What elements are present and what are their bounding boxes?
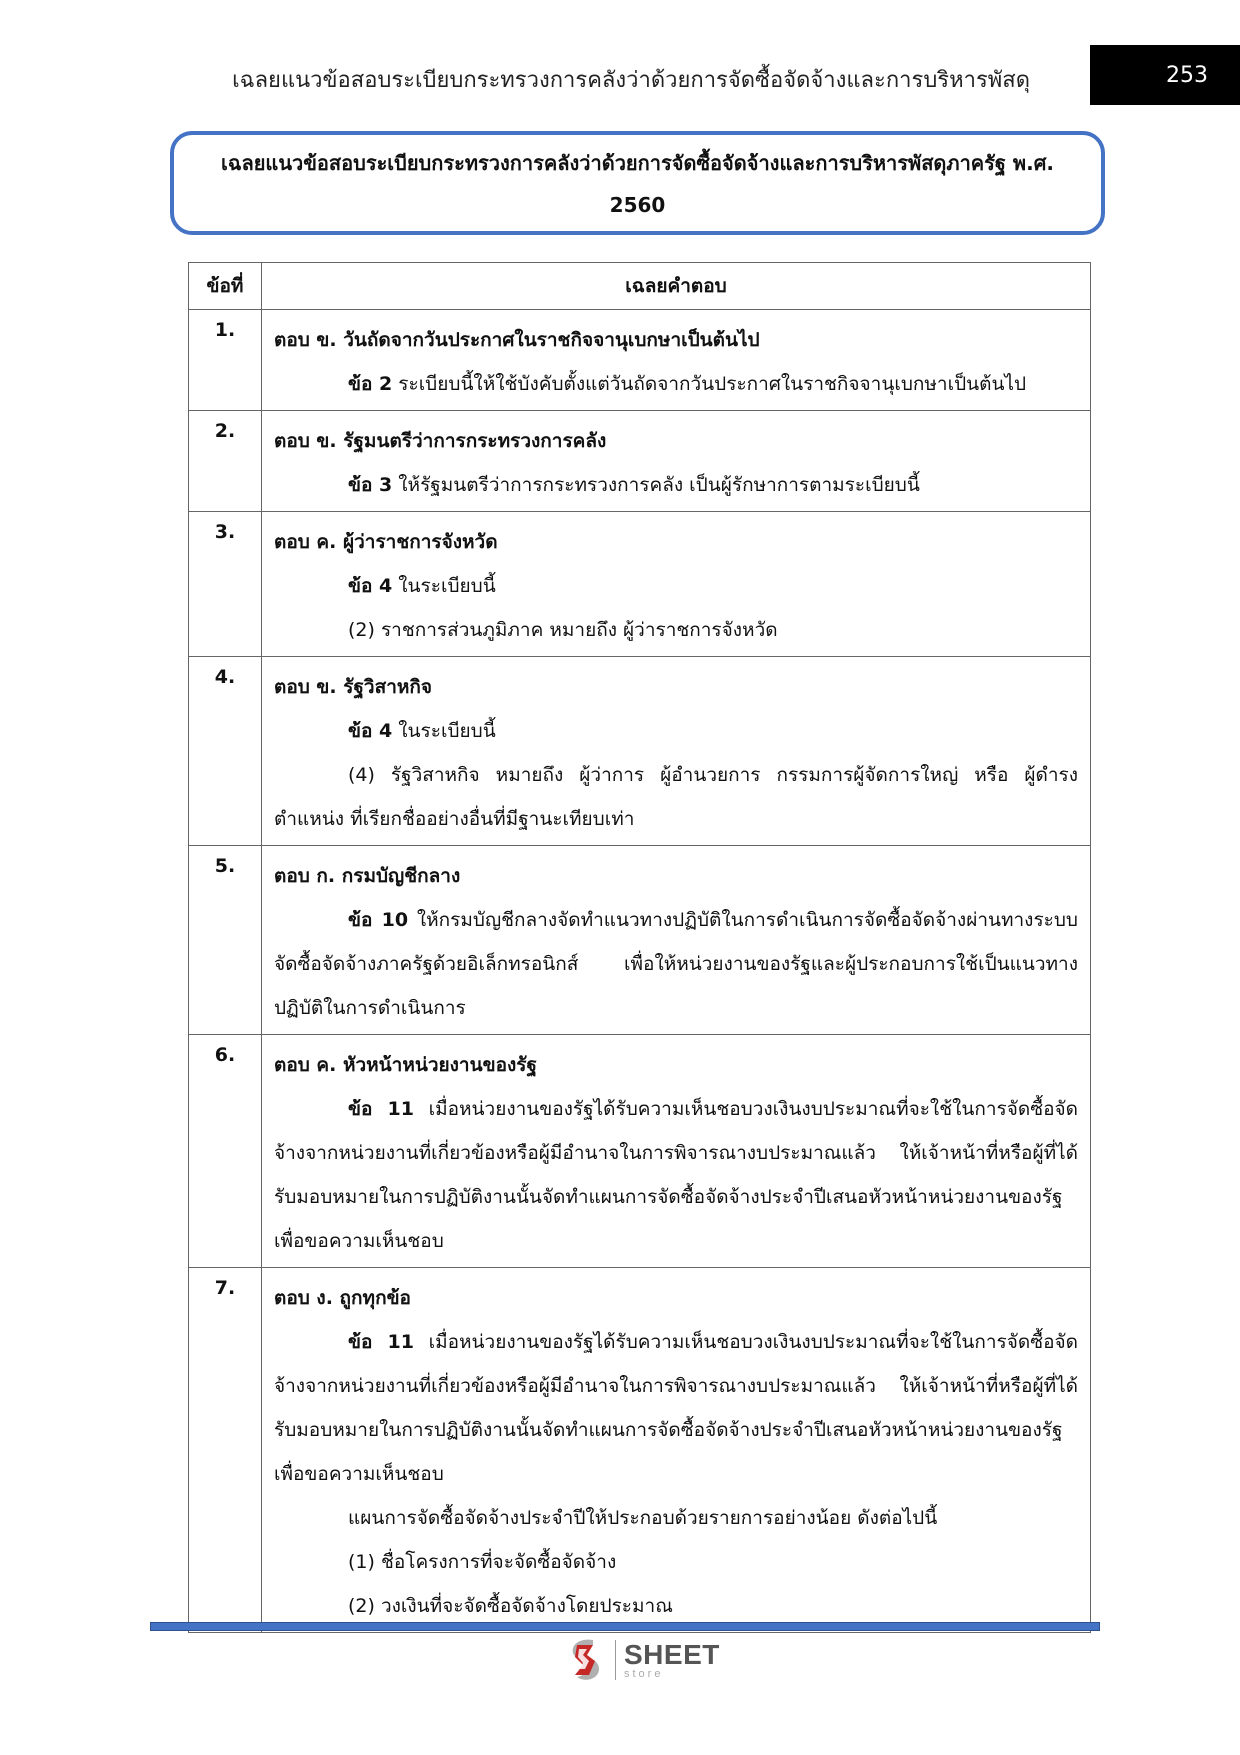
list-item: (2) วงเงินที่จะจัดซื้อจัดจ้างโดยประมาณ bbox=[348, 1595, 673, 1617]
clause-ref: ข้อ 11 bbox=[348, 1098, 414, 1120]
question-number: 7. bbox=[189, 1268, 262, 1633]
answer-choice: ตอบ ข. รัฐมนตรีว่าการกระทรวงการคลัง bbox=[274, 430, 607, 452]
logo-separator bbox=[615, 1640, 616, 1680]
table-row bbox=[189, 846, 1091, 1035]
answer-choice: ตอบ ข. รัฐวิสาหกิจ bbox=[274, 676, 433, 698]
column-header-answer: เฉลยคำตอบ bbox=[262, 263, 1091, 310]
page-number: 253 bbox=[1090, 45, 1240, 105]
answer-cell bbox=[262, 310, 1091, 411]
answer-choice: ตอบ ค. หัวหน้าหน่วยงานของรัฐ bbox=[274, 1054, 537, 1076]
column-header-number: ข้อที่ bbox=[189, 263, 262, 310]
running-header-title: เฉลยแนวข้อสอบระเบียบกระทรวงการคลังว่าด้วยการจัดซื้อจัดจ้างและการบริหารพัสดุ bbox=[232, 68, 1030, 93]
clause-ref: ข้อ 2 bbox=[348, 373, 393, 395]
question-number: 3. bbox=[189, 512, 262, 657]
explanation-text: ในระเบียบนี้ bbox=[398, 575, 496, 597]
answer-cell bbox=[262, 512, 1091, 657]
footer-rule bbox=[150, 1622, 1100, 1631]
answer-cell bbox=[262, 846, 1091, 1035]
table-row bbox=[189, 657, 1091, 846]
answer-choice: ตอบ ข. วันถัดจากวันประกาศในราชกิจจานุเบกษาเป็นต้นไป bbox=[274, 329, 760, 351]
explanation-text: (2) ราชการส่วนภูมิภาค หมายถึง ผู้ว่าราชการจังหวัด bbox=[348, 619, 778, 641]
explanation-text: แผนการจัดซื้อจัดจ้างประจำปีให้ประกอบด้วยรายการอย่างน้อย ดังต่อไปนี้ bbox=[348, 1507, 938, 1529]
table-row bbox=[189, 512, 1091, 657]
clause-ref: ข้อ 3 bbox=[348, 474, 393, 496]
explanation-text: ให้รัฐมนตรีว่าการกระทรวงการคลัง เป็นผู้รักษาการตามระเบียบนี้ bbox=[398, 474, 920, 496]
answer-choice: ตอบ ค. ผู้ว่าราชการจังหวัด bbox=[274, 531, 498, 553]
clause-ref: ข้อ 4 bbox=[348, 720, 393, 742]
explanation-text: ให้กรมบัญชีกลางจัดทำแนวทางปฏิบัติในการดำเนินการจัดซื้อจัดจ้างผ่านทางระบบจัดซื้อจัดจ้างภาครัฐด้วยอิเล็กทรอนิกส์ เพื่อให้หน่วยงานของรัฐและผู้ประกอบการใช้เป็นแนวทางปฏิบัติในการดำเนินการ bbox=[274, 909, 1078, 1019]
answer-key-table bbox=[188, 262, 1091, 1633]
explanation-text: (4) รัฐวิสาหกิจ หมายถึง ผู้ว่าการ ผู้อำนวยการ กรรมการผู้จัดการใหญ่ หรือ ผู้ดำรงตำแหน่ง ที่เรียกชื่ออย่างอื่นที่มีฐานะเทียบเท่า bbox=[274, 764, 1078, 830]
table-row bbox=[189, 1035, 1091, 1268]
sheet-store-logo bbox=[565, 1635, 720, 1685]
table-row bbox=[189, 310, 1091, 411]
clause-ref: ข้อ 11 bbox=[348, 1331, 414, 1353]
question-number: 5. bbox=[189, 846, 262, 1035]
question-number: 1. bbox=[189, 310, 262, 411]
answer-cell bbox=[262, 657, 1091, 846]
explanation-text: เมื่อหน่วยงานของรัฐได้รับความเห็นชอบวงเงินงบประมาณที่จะใช้ในการจัดซื้อจัดจ้างจากหน่วยงานที่เกี่ยวข้องหรือผู้มีอำนาจในการพิจารณางบประมาณแล้ว ให้เจ้าหน้าที่หรือผู้ที่ได้รับมอบหมายในการปฏิบัติงานนั้นจัดทำแผนการจัดซื้อจัดจ้างประจำปีเสนอหัวหน้าหน่วยงานของรัฐเพื่อขอความเห็นชอบ bbox=[274, 1098, 1078, 1252]
table-row bbox=[189, 1268, 1091, 1633]
answer-cell bbox=[262, 1268, 1091, 1633]
answer-cell bbox=[262, 411, 1091, 512]
logo-subtitle: store bbox=[624, 1667, 664, 1680]
table-header-row bbox=[189, 263, 1091, 310]
document-title-line2: 2560 bbox=[609, 193, 666, 217]
sheet-store-s-icon bbox=[565, 1637, 607, 1683]
answer-choice: ตอบ ก. กรมบัญชีกลาง bbox=[274, 865, 461, 887]
table-row bbox=[189, 411, 1091, 512]
logo-wordmark: SHEET bbox=[624, 1638, 720, 1670]
answer-cell bbox=[262, 1035, 1091, 1268]
document-title-line1: เฉลยแนวข้อสอบระเบียบกระทรวงการคลังว่าด้วยการจัดซื้อจัดจ้างและการบริหารพัสดุภาครัฐ พ.ศ. bbox=[221, 151, 1054, 175]
clause-ref: ข้อ 10 bbox=[348, 909, 409, 931]
document-title-box bbox=[170, 131, 1105, 235]
list-item: (1) ชื่อโครงการที่จะจัดซื้อจัดจ้าง bbox=[348, 1551, 617, 1573]
question-number: 2. bbox=[189, 411, 262, 512]
question-number: 4. bbox=[189, 657, 262, 846]
answer-choice: ตอบ ง. ถูกทุกข้อ bbox=[274, 1287, 411, 1309]
question-number: 6. bbox=[189, 1035, 262, 1268]
clause-ref: ข้อ 4 bbox=[348, 575, 393, 597]
explanation-text: เมื่อหน่วยงานของรัฐได้รับความเห็นชอบวงเงินงบประมาณที่จะใช้ในการจัดซื้อจัดจ้างจากหน่วยงานที่เกี่ยวข้องหรือผู้มีอำนาจในการพิจารณางบประมาณแล้ว ให้เจ้าหน้าที่หรือผู้ที่ได้รับมอบหมายในการปฏิบัติงานนั้นจัดทำแผนการจัดซื้อจัดจ้างประจำปีเสนอหัวหน้าหน่วยงานของรัฐเพื่อขอความเห็นชอบ bbox=[274, 1331, 1078, 1485]
explanation-text: ระเบียบนี้ให้ใช้บังคับตั้งแต่วันถัดจากวันประกาศในราชกิจจานุเบกษาเป็นต้นไป bbox=[398, 373, 1027, 395]
explanation-text: ในระเบียบนี้ bbox=[398, 720, 496, 742]
